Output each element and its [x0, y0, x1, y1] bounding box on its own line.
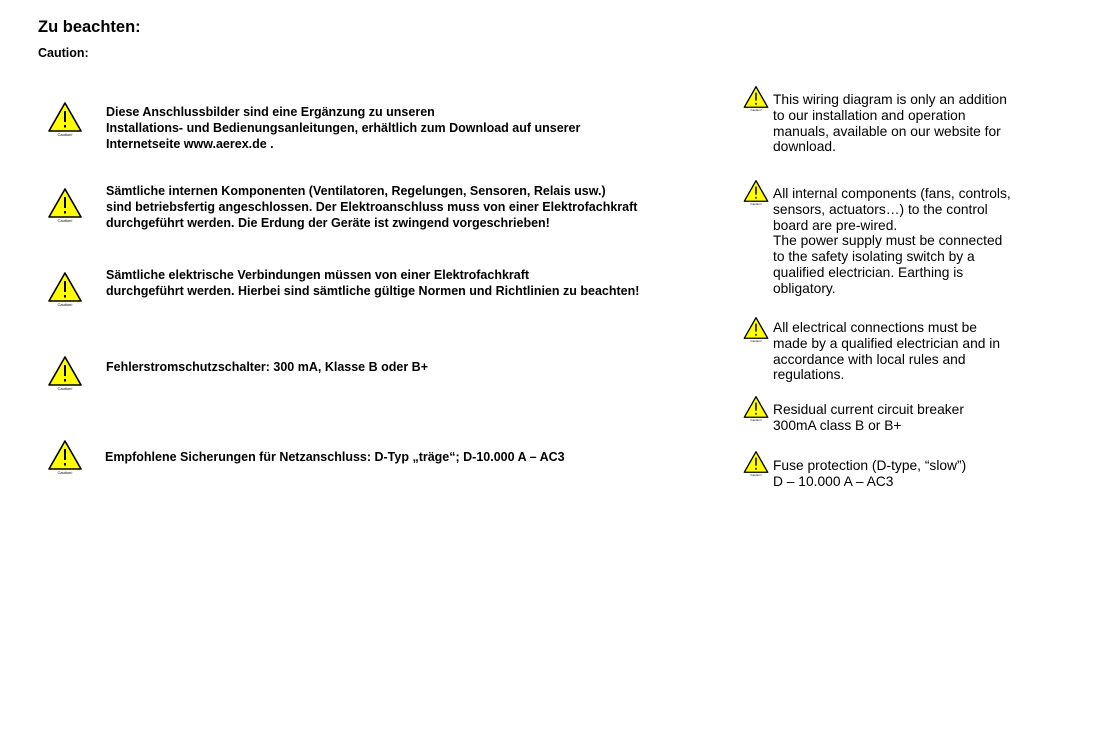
- english-note: All internal components (fans, controls, sensors, actuators…) to the control board are pre-wired. The power supply must be connected to the safety isolating switch by a qualified electrician. Earthing is obligatory.: [773, 186, 1011, 296]
- warning-caption: Caution!: [57, 386, 73, 391]
- warning-triangle-icon: [48, 356, 82, 391]
- german-note: Sämtliche internen Komponenten (Ventilatoren, Regelungen, Sensoren, Relais usw.) sind betriebsfertig angeschlossen. Der Elektroanschluss muss von einer Elektrofachkraft durchgeführt werden. Die Erdung der Geräte ist zwingend vorgeschrieben!: [106, 184, 638, 230]
- warning-caption: Caution!: [57, 302, 73, 307]
- german-note: Sämtliche elektrische Verbindungen müssen von einer Elektrofachkraft durchgeführt werden. Hierbei sind sämtliche gültige Normen und Richtlinien zu beachten!: [106, 268, 640, 298]
- warning-triangle-icon: [743, 396, 769, 422]
- warning-caption: Caution!: [750, 108, 762, 112]
- warning-caption: Caution!: [750, 418, 762, 422]
- warning-triangle-icon: [743, 451, 769, 477]
- warning-triangle-icon: [48, 440, 82, 475]
- page-subtitle: Caution:: [38, 46, 89, 60]
- warning-caption: Caution!: [750, 339, 762, 343]
- warning-triangle-icon: [48, 272, 82, 307]
- english-note: Fuse protection (D-type, “slow”) D – 10.000 A – AC3: [773, 458, 967, 489]
- german-note: Diese Anschlussbilder sind eine Ergänzung zu unseren Installations- und Bedienungsanleitungen, erhältlich zum Download auf unserer Internetseite www.aerex.de .: [106, 105, 581, 151]
- warning-triangle-icon: [743, 180, 769, 206]
- warning-triangle-icon: [743, 317, 769, 343]
- warning-triangle-icon: [48, 102, 82, 137]
- warning-caption: Caution!: [57, 132, 73, 137]
- warning-caption: Caution!: [750, 202, 762, 206]
- warning-triangle-icon: [743, 86, 769, 112]
- german-note: Empfohlene Sicherungen für Netzanschluss: D-Typ „träge“; D-10.000 A – AC3: [105, 450, 565, 464]
- english-note: This wiring diagram is only an addition to our installation and operation manuals, available on our website for download.: [773, 92, 1007, 155]
- warning-caption: Caution!: [57, 218, 73, 223]
- german-note: Fehlerstromschutzschalter: 300 mA, Klasse B oder B+: [106, 360, 428, 374]
- english-note: All electrical connections must be made by a qualified electrician and in accordance with local rules and regulations.: [773, 320, 1001, 383]
- warning-triangle-icon: [48, 188, 82, 223]
- warning-caption: Caution!: [750, 473, 762, 477]
- warning-caption: Caution!: [57, 470, 73, 475]
- page-title: Zu beachten:: [38, 18, 141, 36]
- english-note: Residual current circuit breaker 300mA class B or B+: [773, 402, 964, 433]
